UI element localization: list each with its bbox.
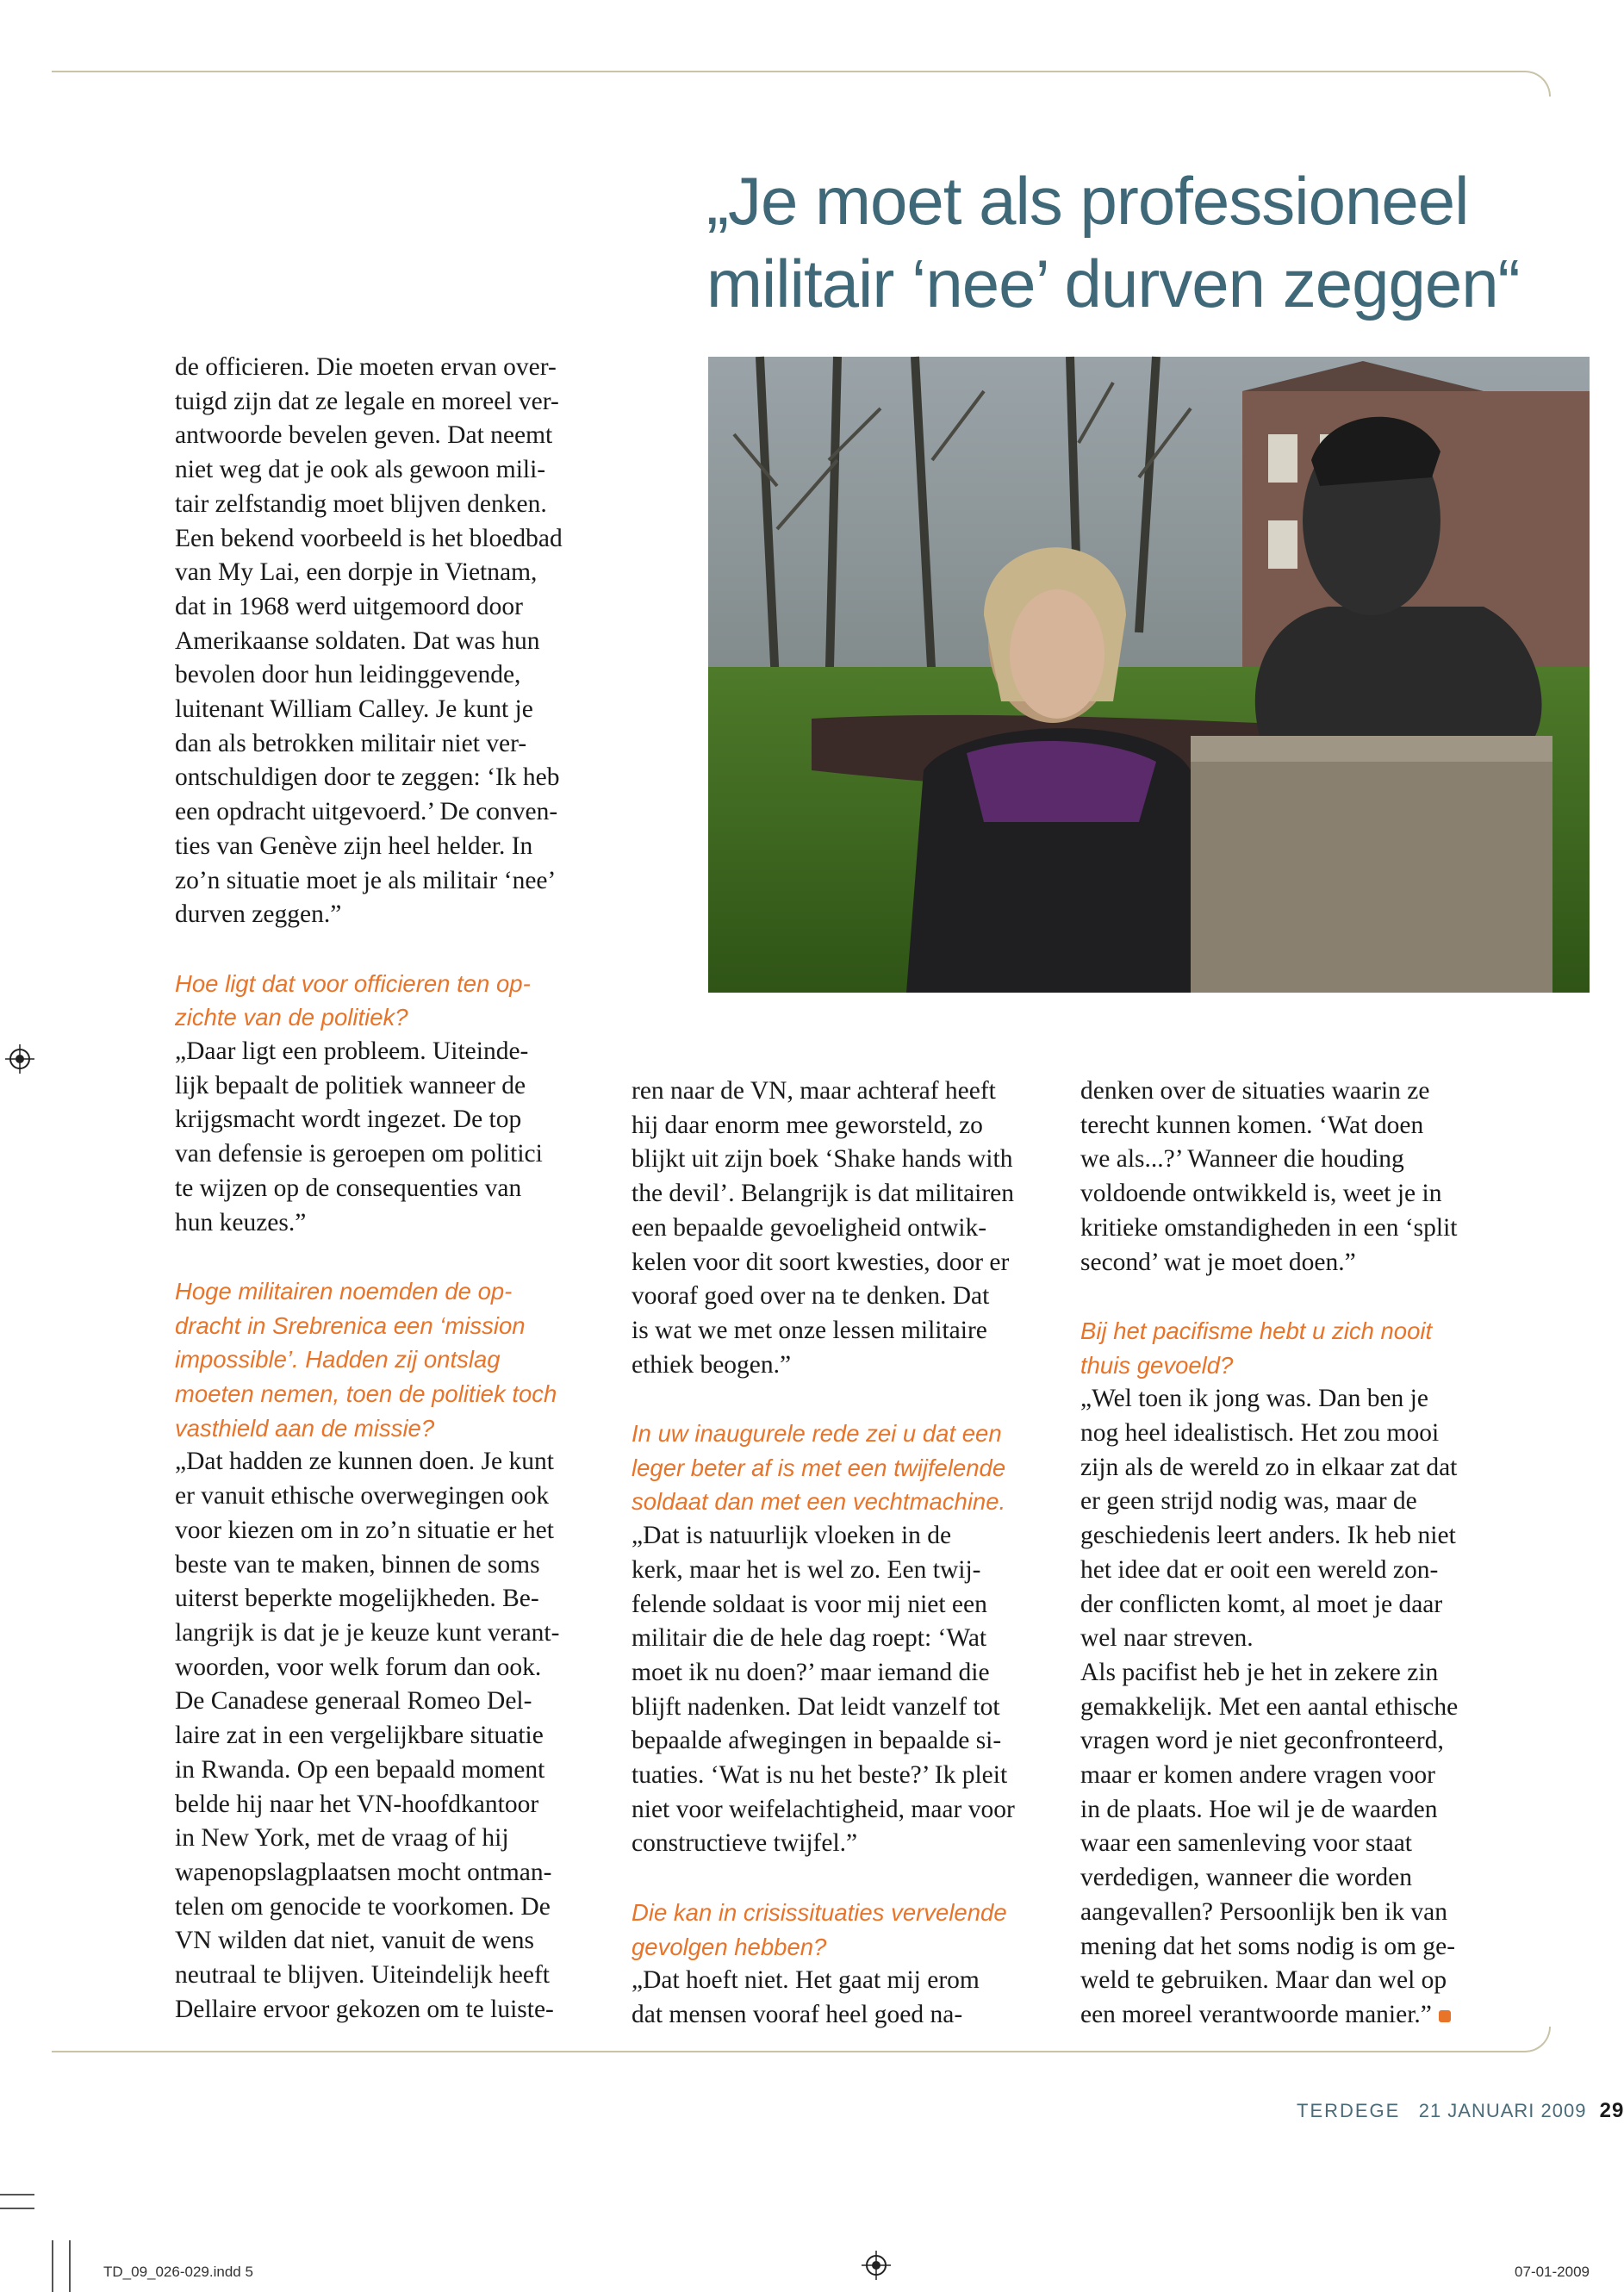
text-line: gemakkelijk. Met een aantal ethische: [1080, 1692, 1459, 1721]
question-line: moeten nemen, toen de politiek toch: [175, 1380, 557, 1408]
text-line: een moreel verantwoorde manier.”: [1080, 2000, 1432, 2028]
text-line: is wat we met onze lessen militaire: [632, 1316, 987, 1344]
text-line: lijk bepaalt de politiek wanneer de: [175, 1071, 526, 1099]
text-line: wapenopslagplaatsen mocht ontman-: [175, 1858, 552, 1886]
text-line: maar er komen andere vragen voor: [1080, 1761, 1435, 1790]
col2-question-2: [632, 1896, 1062, 1964]
text-line: van My Lai, een dorpje in Vietnam,: [175, 558, 538, 587]
text-line: vragen word je niet geconfronteerd,: [1080, 1727, 1444, 1755]
text-line: we als...?’ Wanneer die houding: [1080, 1145, 1404, 1174]
text-line: der conflicten komt, al moet je daar: [1080, 1590, 1443, 1618]
text-line: tuaties. ‘Wat is nu het beste?’ Ik pleit: [632, 1761, 1008, 1790]
text-line: wel naar streven.: [1080, 1624, 1254, 1653]
text-line: zijn als de wereld zo in elkaar zat dat: [1080, 1453, 1458, 1481]
registration-mark-icon: [862, 2251, 891, 2280]
text-line: uiterst beperkte mogelijkheden. Be-: [175, 1585, 539, 1613]
text-line: the devil’. Belangrijk is dat militairen: [632, 1180, 1015, 1208]
text-line: Een bekend voorbeeld is het bloedbad: [175, 524, 563, 552]
text-line: geschiedenis leert anders. Ik heb niet: [1080, 1522, 1456, 1550]
text-line: „Dat hoeft niet. Het gaat mij erom: [632, 1966, 980, 1995]
text-line: in Rwanda. Op een bepaald moment: [175, 1755, 545, 1784]
text-line: het idee dat er ooit een wereld zon-: [1080, 1555, 1439, 1584]
text-line: een opdracht uitgevoerd.’ De conven-: [175, 798, 558, 826]
text-line: durven zeggen.”: [175, 900, 342, 929]
page-footer: [1297, 2099, 1624, 2123]
col3-paragraph-2: [1080, 1382, 1528, 1656]
text-line: terecht kunnen komen. ‘Wat doen: [1080, 1111, 1424, 1139]
text-line: second’ wat je moet doen.”: [1080, 1248, 1356, 1276]
question-line: leger beter af is met een twijfelende: [632, 1454, 1006, 1481]
text-line: beste van te maken, binnen de soms: [175, 1550, 540, 1579]
text-line: kelen voor dit soort kwesties, door er: [632, 1248, 1010, 1276]
slug-filename: TD_09_026-029.indd 5: [103, 2264, 253, 2280]
text-line: kritieke omstandigheden in een ‘split: [1080, 1213, 1458, 1242]
text-line: denken over de situaties waarin ze: [1080, 1077, 1430, 1105]
text-line: Amerikaanse soldaten. Dat was hun: [175, 626, 540, 655]
text-line: De Canadese generaal Romeo Del-: [175, 1687, 532, 1716]
text-line: blijft nadenken. Dat leidt vanzelf tot: [632, 1692, 1000, 1721]
text-line: in New York, met de vraag of hij: [175, 1824, 509, 1853]
text-line: felende soldaat is voor mij niet een: [632, 1590, 987, 1618]
photo-icon: [708, 357, 1590, 993]
column-3: [1080, 1074, 1528, 2033]
text-line: verdedigen, wanneer die worden: [1080, 1864, 1412, 1892]
question-line: Hoe ligt dat voor officieren ten op-: [175, 969, 531, 997]
text-line: „Dat hadden ze kunnen doen. Je kunt: [175, 1448, 554, 1476]
col3-paragraph-3: [1080, 1656, 1528, 2033]
text-line: VN wilden dat niet, vanuit de wens: [175, 1927, 535, 1955]
text-line: „Dat is natuurlijk vloeken in de: [632, 1522, 952, 1550]
text-line: mening dat het soms nodig is om ge-: [1080, 1932, 1456, 1960]
text-line: bevolen door hun leidinggevende,: [175, 661, 521, 689]
text-line: constructieve twijfel.”: [632, 1829, 858, 1858]
question-line: dracht in Srebrenica een ‘mission: [175, 1311, 526, 1339]
col1-question-2: [175, 1274, 606, 1446]
text-line: belde hij naar het VN-hoofdkantoor: [175, 1790, 539, 1818]
slug-date: 07-01-2009: [1515, 2264, 1590, 2280]
text-line: hun keuzes.”: [175, 1208, 307, 1236]
headline: [706, 159, 1568, 325]
text-line: telen om genocide te voorkomen. De: [175, 1892, 551, 1921]
text-line: er vanuit ethische overwegingen ook: [175, 1482, 550, 1510]
text-line: „Daar ligt een probleem. Uiteinde-: [175, 1037, 529, 1066]
text-line: bepaalde afwegingen in bepaalde si-: [632, 1727, 1002, 1755]
col1-paragraph-3: [175, 1445, 606, 2027]
text-line: langrijk is dat je je keuze kunt verant-: [175, 1618, 560, 1647]
col3-question-1: [1080, 1314, 1528, 1382]
text-line: voor kiezen om in zo’n situatie er het: [175, 1516, 554, 1544]
text-line: „Wel toen ik jong was. Dan ben je: [1080, 1385, 1428, 1413]
text-line: nog heel idealistisch. Het zou mooi: [1080, 1419, 1440, 1448]
text-line: blijkt uit zijn boek ‘Shake hands with: [632, 1145, 1013, 1174]
text-line: aangevallen? Persoonlijk ben ik van: [1080, 1897, 1447, 1926]
crop-mark: [69, 2240, 71, 2292]
question-line: In uw inaugurele rede zei u dat een: [632, 1420, 1002, 1448]
text-line: te wijzen op de consequenties van: [175, 1174, 522, 1202]
text-line: Als pacifist heb je het in zekere zin: [1080, 1658, 1439, 1686]
text-line: ethiek beogen.”: [632, 1350, 792, 1379]
text-line: ren naar de VN, maar achteraf heeft: [632, 1077, 996, 1105]
text-line: Dellaire ervoor gekozen om te luiste-: [175, 1995, 554, 2023]
text-line: kerk, maar het is wel zo. Een twij-: [632, 1555, 981, 1584]
registration-mark-icon: [5, 1044, 34, 1074]
headline-line-2: militair ‘nee’ durven zeggen“: [706, 246, 1520, 321]
text-line: in de plaats. Hoe wil je de waarden: [1080, 1795, 1438, 1823]
page-number: 29: [1599, 2099, 1624, 2122]
col2-paragraph-1: [632, 1074, 1062, 1382]
text-line: antwoorde bevelen geven. Dat neemt: [175, 421, 553, 450]
text-line: krijgsmacht wordt ingezet. De top: [175, 1106, 522, 1134]
col3-paragraph-1: [1080, 1074, 1528, 1280]
text-line: tair zelfstandig moet blijven denken.: [175, 489, 547, 518]
question-line: impossible’. Hadden zij ontslag: [175, 1346, 501, 1373]
text-line: laire zat in een vergelijkbare situatie: [175, 1722, 544, 1750]
publication-name: TERDEGE: [1297, 2100, 1401, 2121]
question-line: gevolgen hebben?: [632, 1933, 827, 1960]
photo: [708, 357, 1590, 993]
text-line: woorden, voor welk forum dan ook.: [175, 1653, 542, 1681]
question-line: thuis gevoeld?: [1080, 1351, 1234, 1379]
col2-paragraph-3: [632, 1964, 1062, 2032]
question-line: soldaat dan met een vechtmachine.: [632, 1488, 1006, 1516]
text-line: hij daar enorm mee geworsteld, zo: [632, 1111, 983, 1139]
crop-mark: [0, 2208, 34, 2209]
text-line: er geen strijd nodig was, maar de: [1080, 1487, 1417, 1516]
col1-paragraph-1: [175, 351, 606, 932]
question-line: Bij het pacifisme hebt u zich nooit: [1080, 1317, 1433, 1344]
text-line: niet voor weifelachtigheid, maar voor: [632, 1795, 1015, 1823]
text-line: dat mensen vooraf heel goed na-: [632, 2000, 963, 2028]
column-2: [632, 1074, 1062, 2033]
frame-top-line: [52, 71, 1551, 97]
question-line: Die kan in crisissituaties vervelende: [632, 1898, 1007, 1926]
text-line: ontschuldigen door te zeggen: ‘Ik heb: [175, 763, 560, 792]
text-line: dan als betrokken militair niet ver-: [175, 729, 527, 757]
text-line: neutraal te blijven. Uiteindelijk heeft: [175, 1961, 550, 1990]
text-line: dat in 1968 werd uitgemoord door: [175, 592, 523, 620]
text-line: moet ik nu doen?’ maar iemand die: [632, 1658, 990, 1686]
column-1: [175, 351, 606, 2027]
text-line: weld te gebruiken. Maar dan wel op: [1080, 1966, 1447, 1995]
text-line: niet weg dat je ook als gewoon mili-: [175, 456, 546, 484]
text-line: waar een samenleving voor staat: [1080, 1829, 1412, 1858]
text-line: tuigd zijn dat ze legale en moreel ver-: [175, 387, 559, 415]
crop-mark: [52, 2240, 53, 2292]
text-line: luitenant William Calley. Je kunt je: [175, 695, 533, 724]
col1-question-1: [175, 967, 606, 1035]
question-line: vasthield aan de missie?: [175, 1414, 435, 1442]
text-line: een bepaalde gevoeligheid ontwik-: [632, 1213, 987, 1242]
headline-line-1: „Je moet als professioneel: [706, 163, 1469, 239]
col2-question-1: [632, 1417, 1062, 1519]
text-line: militair die de hele dag roept: ‘Wat: [632, 1624, 987, 1653]
text-line: zo’n situatie moet je als militair ‘nee’: [175, 866, 557, 894]
text-line: ties van Genève zijn heel helder. In: [175, 831, 533, 860]
col1-paragraph-2: [175, 1035, 606, 1240]
text-line: vooraf goed over na te denken. Dat: [632, 1282, 990, 1311]
issue-date: 21 JANUARI 2009: [1418, 2100, 1587, 2121]
question-line: Hoge militairen noemden de op-: [175, 1277, 513, 1305]
text-line: de officieren. Die moeten ervan over-: [175, 353, 557, 381]
text-line: voldoende ontwikkeld is, weet je in: [1080, 1180, 1442, 1208]
col2-paragraph-2: [632, 1519, 1062, 1861]
end-mark-icon: [1439, 2010, 1451, 2022]
question-line: zichte van de politiek?: [175, 1004, 408, 1031]
text-line: van defensie is geroepen om politici: [175, 1140, 543, 1168]
crop-mark: [0, 2194, 34, 2195]
